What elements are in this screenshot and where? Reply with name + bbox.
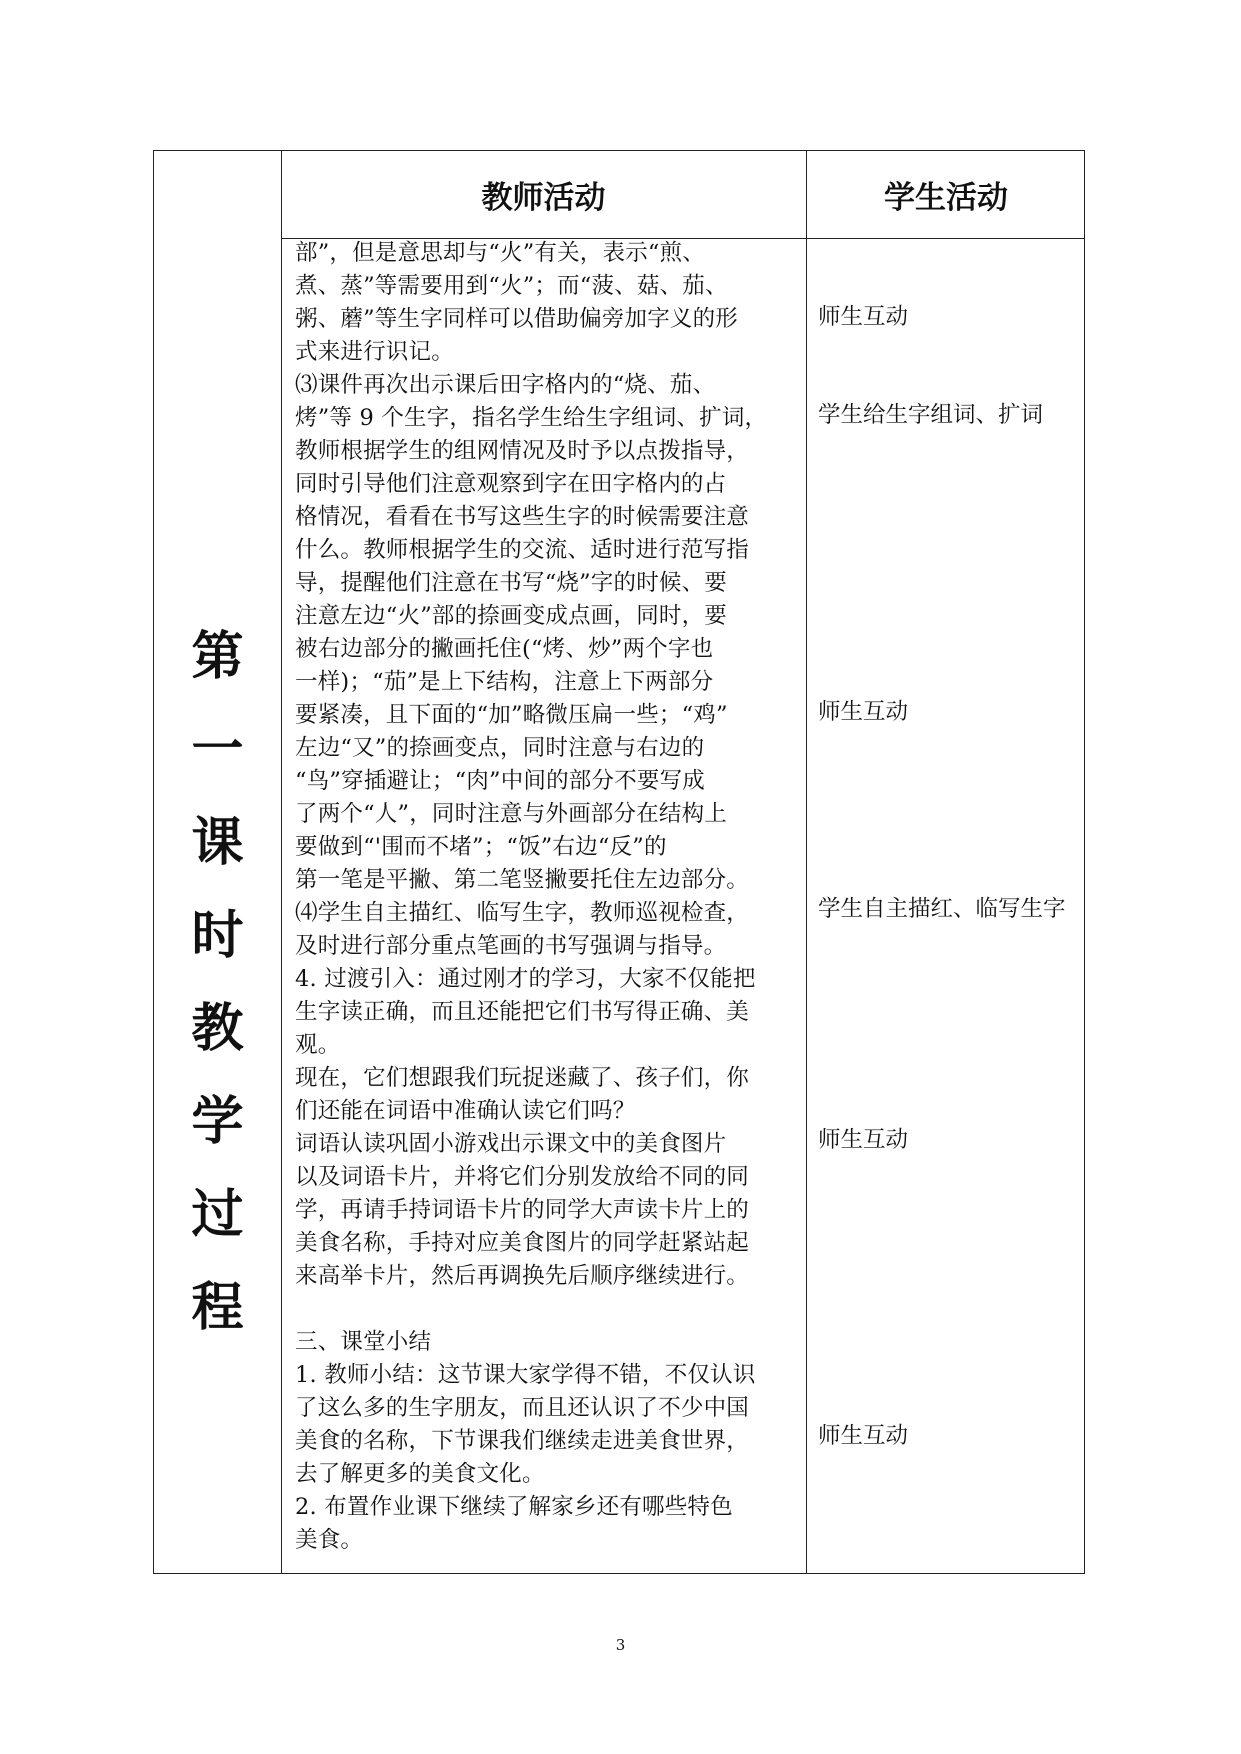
text-line: ⑷学生自主描红、临写生字，教师巡视检查， <box>295 900 750 926</box>
student-note: 师生互动 <box>818 699 909 725</box>
side-title-char: 学 <box>191 1092 244 1152</box>
student-note: 师生互动 <box>818 1127 909 1153</box>
text-line: 以及词语卡片，并将它们分别发放给不同的同 <box>295 1164 750 1190</box>
text-line: 煮、蒸”等需要用到“火”；而“菠、菇、茄、 <box>295 273 728 299</box>
text-line: 第一笔是平撇、第二笔竖撇要托住左边部分。 <box>295 867 750 893</box>
text-line: 生字读正确，而且还能把它们书写得正确、美 <box>295 999 750 1025</box>
text-line: 一样)；“茄”是上下结构，注意上下两部分 <box>295 669 714 695</box>
text-line: 美食的名称，下节课我们继续走进美食世界， <box>295 1428 750 1454</box>
text-line: 三、课堂小结 <box>295 1329 432 1355</box>
side-title-char: 教 <box>191 999 244 1059</box>
student-note: 学生给生字组词、扩词 <box>818 402 1044 428</box>
text-line: 注意左边“火”部的捺画变成点画，同时，要 <box>295 603 728 629</box>
student-note: 学生自主描红、临写生字 <box>818 896 1066 922</box>
side-title-char: 时 <box>191 906 244 966</box>
section-side-title <box>154 627 281 1375</box>
lesson-table <box>153 150 1085 1574</box>
text-line: 及时进行部分重点笔画的书写强调与指导。 <box>295 933 727 959</box>
side-title-char: 第 <box>191 627 244 687</box>
text-line: 教师根据学生的组网情况及时予以点拨指导， <box>295 438 750 464</box>
text-line: “鸟”穿插避让；“肉”中间的部分不要写成 <box>295 768 706 794</box>
text-line: 什么。教师根据学生的交流、适时进行范写指 <box>295 537 750 563</box>
text-line: 去了解更多的美食文化。 <box>295 1461 545 1487</box>
teacher-activity-text <box>295 237 801 1557</box>
text-line: 部”，但是意思却与“火”有关，表示“煎、 <box>295 240 706 266</box>
text-line: 现在，它们想跟我们玩捉迷藏了、孩子们，你 <box>295 1065 750 1091</box>
text-line: 观。 <box>295 1032 341 1058</box>
text-line: 词语认读巩固小游戏出示课文中的美食图片 <box>295 1131 727 1157</box>
column-divider-left <box>281 151 282 1573</box>
side-title-char: 课 <box>191 813 244 873</box>
text-line: 粥、蘑”等生字同样可以借助偏旁加字义的形 <box>295 306 739 332</box>
text-line: 了两个“人”，同时注意与外画部分在结构上 <box>295 801 728 827</box>
text-line: 美食。 <box>295 1527 364 1553</box>
side-title-char: 一 <box>191 720 244 780</box>
text-line: 同时引导他们注意观察到字在田字格内的占 <box>295 471 727 497</box>
side-title-char: 过 <box>191 1185 244 1245</box>
text-line: 被右边部分的撇画托住(“烤、炒”两个字也 <box>295 636 714 662</box>
student-activity-header: 学生活动 <box>884 180 1008 216</box>
text-line: 烤”等 9 个生字，指名学生给生字组词、扩词， <box>295 405 768 431</box>
text-line: 要做到“'围而不堵”；“饭”右边“反”的 <box>295 834 667 860</box>
teacher-activity-header: 教师活动 <box>481 180 606 216</box>
column-divider-right <box>806 151 807 1573</box>
text-line: 美食名称，手持对应美食图片的同学赶紧站起 <box>295 1230 750 1256</box>
blank-line <box>295 1293 801 1326</box>
text-line: 们还能在词语中准确认读它们吗？ <box>295 1098 636 1124</box>
text-line: 式来进行识记。 <box>295 339 454 365</box>
text-line: 了这么多的生字朋友，而且还认识了不少中国 <box>295 1395 750 1421</box>
student-note: 师生互动 <box>818 304 909 330</box>
text-line: 1. 教师小结：这节课大家学得不错，不仅认识 <box>295 1362 756 1388</box>
text-line: 学，再请手持词语卡片的同学大声读卡片上的 <box>295 1197 750 1223</box>
text-line: 导，提醒他们注意在书写“烧”字的时候、要 <box>295 570 728 596</box>
student-note: 师生互动 <box>818 1423 909 1449</box>
text-line: 来高举卡片，然后再调换先后顺序继续进行。 <box>295 1263 750 1289</box>
text-line: 左边“又”的捺画变点，同时注意与右边的 <box>295 735 705 761</box>
text-line: 4. 过渡引入：通过刚才的学习，大家不仅能把 <box>295 966 756 992</box>
side-title-char: 程 <box>191 1278 244 1338</box>
text-line: ⑶课件再次出示课后田字格内的“烧、茄、 <box>295 372 716 398</box>
text-line: 2. 布置作业课下继续了解家乡还有哪些特色 <box>295 1494 733 1520</box>
text-line: 要紧凑，且下面的“加”略微压扁一些；“鸡” <box>295 702 728 728</box>
text-line: 格情况，看看在书写这些生字的时候需要注意 <box>295 504 750 530</box>
page-number: 3 <box>615 1636 626 1654</box>
